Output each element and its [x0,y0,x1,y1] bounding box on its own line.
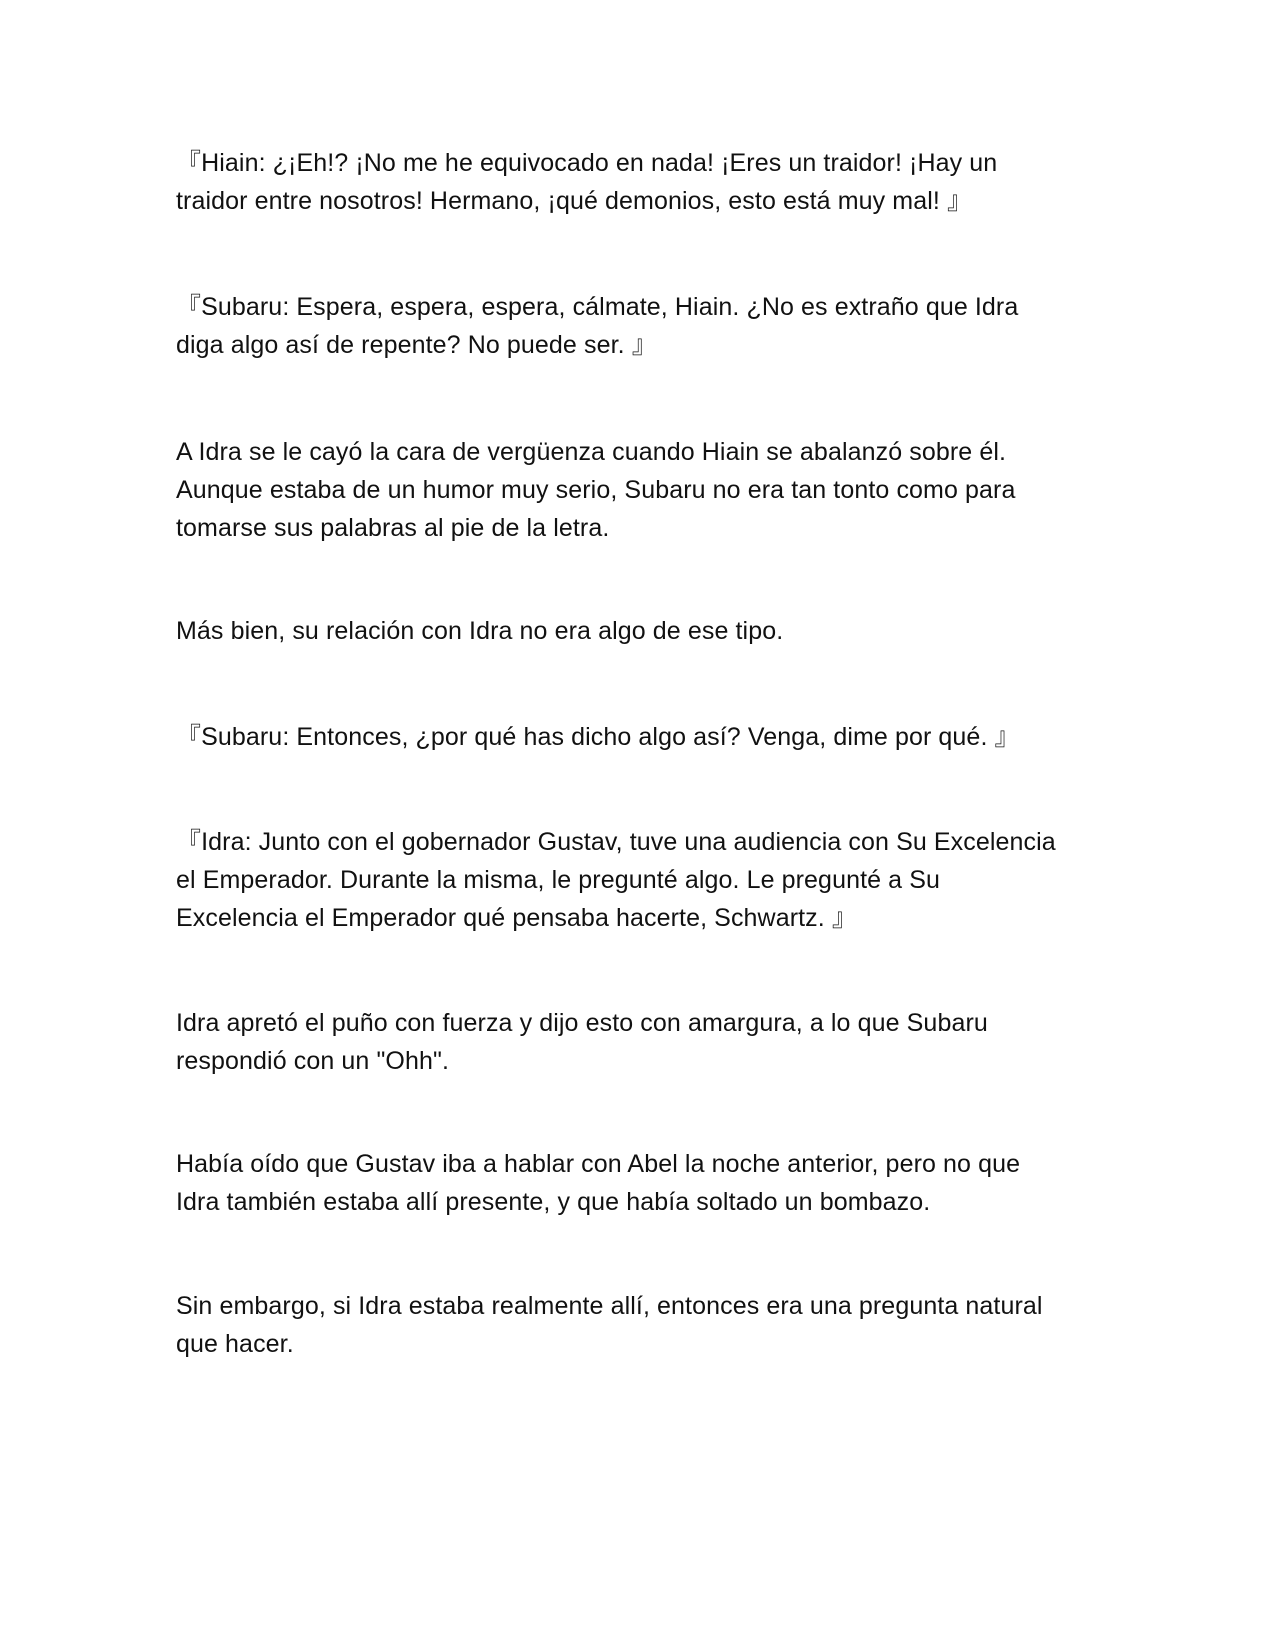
text-line: el Emperador. Durante la misma, le pregunté algo. Le pregunté a Su [176,866,940,894]
text-line: respondió con un "Ohh". [176,1047,450,1075]
text-line: Más bien, su relación con Idra no era algo de ese tipo. [176,617,784,645]
text-line: diga algo así de repente? No puede ser. 』 [176,331,657,359]
text-line: 『Idra: Junto con el gobernador Gustav, tuve una audiencia con Su Excelencia [176,828,1056,856]
narration-paragraph [176,1145,1106,1221]
text-line: Excelencia el Emperador qué pensaba hacerte, Schwartz. 』 [176,904,857,932]
narration-paragraph [176,433,1106,547]
text-line: Idra también estaba allí presente, y que había soltado un bombazo. [176,1188,931,1216]
text-line: A Idra se le cayó la cara de vergüenza cuando Hiain se abalanzó sobre él. [176,438,1007,466]
text-line: 『Subaru: Espera, espera, espera, cálmate, Hiain. ¿No es extraño que Idra [176,293,1019,321]
narration-paragraph [176,1287,1106,1363]
narration-paragraph [176,1004,1106,1080]
text-line: 『Hiain: ¿¡Eh!? ¡No me he equivocado en nada! ¡Eres un traidor! ¡Hay un [176,149,998,177]
dialogue-paragraph [176,718,1106,756]
text-line: Había oído que Gustav iba a hablar con Abel la noche anterior, pero no que [176,1150,1021,1178]
dialogue-paragraph [176,823,1106,937]
text-line: tomarse sus palabras al pie de la letra. [176,514,610,542]
text-line: Aunque estaba de un humor muy serio, Subaru no era tan tonto como para [176,476,1016,504]
dialogue-paragraph [176,288,1106,364]
text-line: Sin embargo, si Idra estaba realmente allí, entonces era una pregunta natural [176,1292,1043,1320]
narration-paragraph [176,612,1106,650]
dialogue-paragraph [176,144,1106,220]
text-line: que hacer. [176,1330,294,1358]
text-line: 『Subaru: Entonces, ¿por qué has dicho algo así? Venga, dime por qué. 』 [176,723,1020,751]
text-line: traidor entre nosotros! Hermano, ¡qué demonios, esto está muy mal! 』 [176,187,973,215]
text-line: Idra apretó el puño con fuerza y dijo esto con amargura, a lo que Subaru [176,1009,988,1037]
